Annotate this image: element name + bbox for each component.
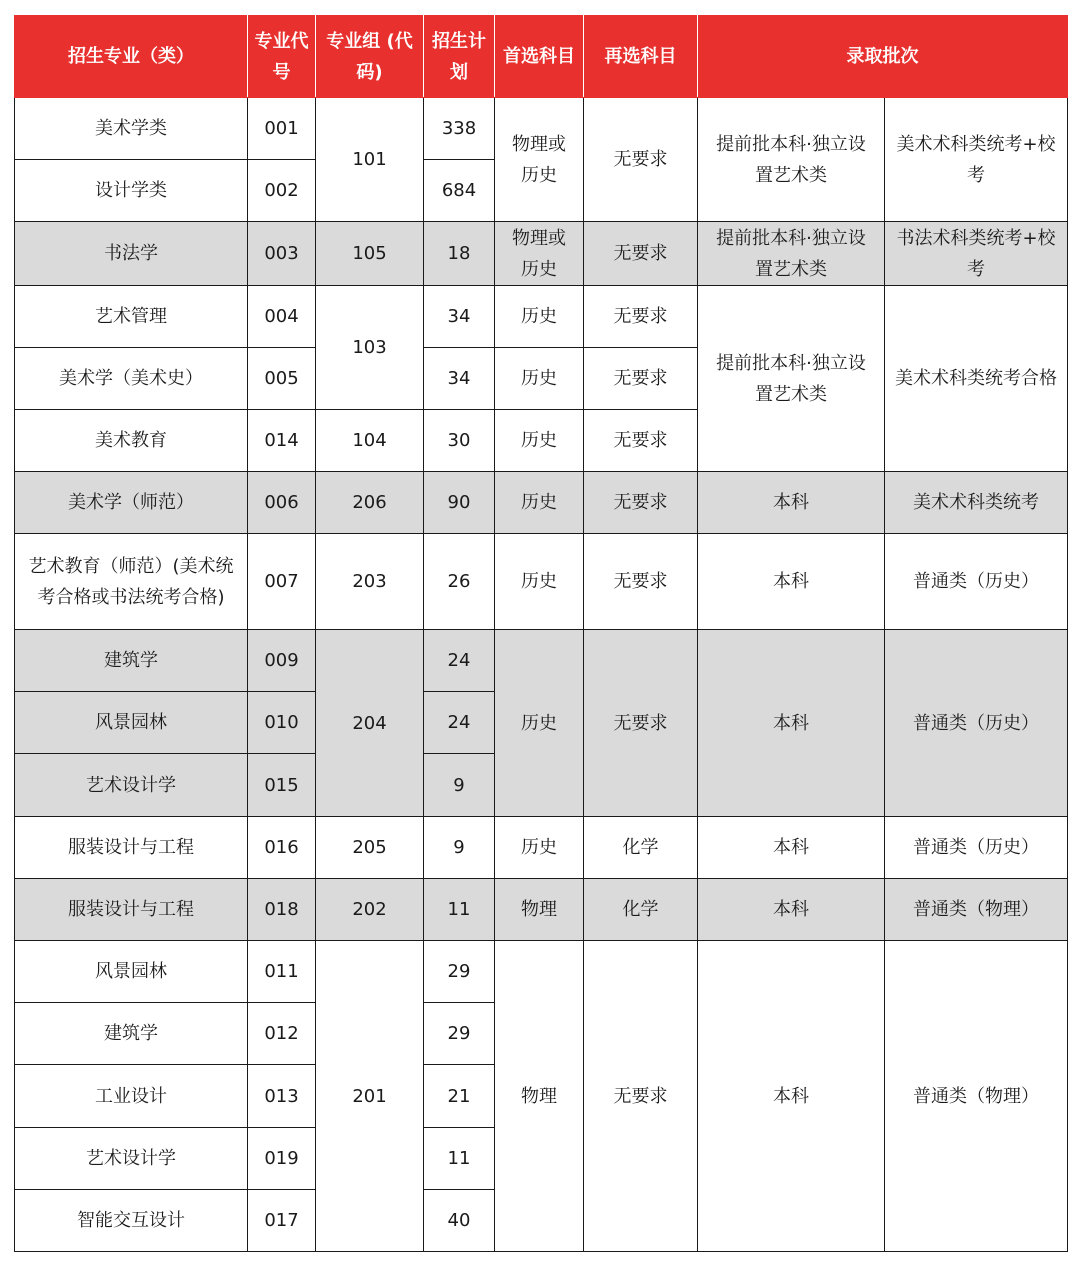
major-cell: 风景园林 <box>15 941 248 1003</box>
header-row <box>15 16 1068 98</box>
first-subject-cell: 物理 <box>495 941 584 1252</box>
batch-cell: 本科 <box>698 630 885 817</box>
plan-cell: 29 <box>424 941 495 1003</box>
second-subject-cell: 无要求 <box>584 98 698 222</box>
major-cell: 建筑学 <box>15 1003 248 1065</box>
table-row <box>15 222 1068 286</box>
second-subject-cell: 无要求 <box>584 941 698 1252</box>
plan-cell: 30 <box>424 410 495 472</box>
major-cell: 工业设计 <box>15 1065 248 1128</box>
plan-cell: 11 <box>424 879 495 941</box>
group-cell: 103 <box>316 286 424 410</box>
major-cell: 书法学 <box>15 222 248 286</box>
first-subject-cell: 物理或历史 <box>495 222 584 286</box>
table-row <box>15 472 1068 534</box>
table-row <box>15 879 1068 941</box>
plan-cell: 34 <box>424 348 495 410</box>
second-subject-cell: 无要求 <box>584 410 698 472</box>
plan-cell: 26 <box>424 534 495 630</box>
group-cell: 206 <box>316 472 424 534</box>
first-subject-cell: 物理或历史 <box>495 98 584 222</box>
major-cell: 艺术管理 <box>15 286 248 348</box>
code-cell: 010 <box>248 692 316 754</box>
group-cell: 101 <box>316 98 424 222</box>
group-cell: 204 <box>316 630 424 817</box>
batch-cell: 本科 <box>698 817 885 879</box>
batch-cell: 提前批本科·独立设置艺术类 <box>698 222 885 286</box>
major-cell: 风景园林 <box>15 692 248 754</box>
exam-cell: 美术术科类统考合格 <box>885 286 1068 472</box>
plan-cell: 24 <box>424 630 495 692</box>
plan-cell: 29 <box>424 1003 495 1065</box>
code-cell: 014 <box>248 410 316 472</box>
first-subject-cell: 历史 <box>495 286 584 348</box>
group-cell: 205 <box>316 817 424 879</box>
second-subject-cell: 无要求 <box>584 630 698 817</box>
second-subject-cell: 无要求 <box>584 534 698 630</box>
table-row <box>15 630 1068 692</box>
second-subject-cell: 无要求 <box>584 222 698 286</box>
code-cell: 018 <box>248 879 316 941</box>
second-subject-cell: 化学 <box>584 879 698 941</box>
code-cell: 002 <box>248 160 316 222</box>
first-subject-cell: 历史 <box>495 534 584 630</box>
exam-cell: 书法术科类统考+校考 <box>885 222 1068 286</box>
major-cell: 艺术设计学 <box>15 1128 248 1190</box>
first-subject-cell: 历史 <box>495 410 584 472</box>
first-subject-cell: 历史 <box>495 348 584 410</box>
first-subject-cell: 历史 <box>495 630 584 817</box>
second-subject-cell: 无要求 <box>584 348 698 410</box>
second-subject-cell: 无要求 <box>584 286 698 348</box>
header-second-subject: 再选科目 <box>584 16 698 98</box>
plan-cell: 11 <box>424 1128 495 1190</box>
exam-cell: 普通类（历史） <box>885 817 1068 879</box>
admission-table <box>14 15 1068 1252</box>
exam-cell: 普通类（历史） <box>885 534 1068 630</box>
batch-cell: 提前批本科·独立设置艺术类 <box>698 286 885 472</box>
group-cell: 105 <box>316 222 424 286</box>
header-code: 专业代号 <box>248 16 316 98</box>
major-cell: 美术学类 <box>15 98 248 160</box>
exam-cell: 普通类（物理） <box>885 941 1068 1252</box>
plan-cell: 34 <box>424 286 495 348</box>
header-first-subject: 首选科目 <box>495 16 584 98</box>
header-group: 专业组 (代码) <box>316 16 424 98</box>
major-cell: 设计学类 <box>15 160 248 222</box>
plan-cell: 338 <box>424 98 495 160</box>
group-cell: 104 <box>316 410 424 472</box>
header-major: 招生专业（类） <box>15 16 248 98</box>
code-cell: 007 <box>248 534 316 630</box>
exam-cell: 普通类（历史） <box>885 630 1068 817</box>
group-cell: 202 <box>316 879 424 941</box>
code-cell: 005 <box>248 348 316 410</box>
code-cell: 011 <box>248 941 316 1003</box>
second-subject-cell: 无要求 <box>584 472 698 534</box>
major-cell: 建筑学 <box>15 630 248 692</box>
code-cell: 016 <box>248 817 316 879</box>
plan-cell: 90 <box>424 472 495 534</box>
plan-cell: 40 <box>424 1190 495 1252</box>
table-row <box>15 941 1068 1003</box>
code-cell: 012 <box>248 1003 316 1065</box>
first-subject-cell: 历史 <box>495 472 584 534</box>
code-cell: 015 <box>248 754 316 817</box>
header-batch: 录取批次 <box>698 16 1068 98</box>
batch-cell: 本科 <box>698 879 885 941</box>
code-cell: 001 <box>248 98 316 160</box>
table-row <box>15 286 1068 348</box>
exam-cell: 美术术科类统考 <box>885 472 1068 534</box>
group-cell: 203 <box>316 534 424 630</box>
major-cell: 艺术教育（师范）(美术统考合格或书法统考合格) <box>15 534 248 630</box>
table-row <box>15 817 1068 879</box>
code-cell: 013 <box>248 1065 316 1128</box>
exam-cell: 美术术科类统考+校考 <box>885 98 1068 222</box>
plan-cell: 18 <box>424 222 495 286</box>
first-subject-cell: 物理 <box>495 879 584 941</box>
plan-cell: 9 <box>424 817 495 879</box>
code-cell: 019 <box>248 1128 316 1190</box>
batch-cell: 本科 <box>698 472 885 534</box>
code-cell: 006 <box>248 472 316 534</box>
group-cell: 201 <box>316 941 424 1252</box>
major-cell: 服装设计与工程 <box>15 879 248 941</box>
batch-cell: 本科 <box>698 941 885 1252</box>
header-plan: 招生计划 <box>424 16 495 98</box>
batch-cell: 提前批本科·独立设置艺术类 <box>698 98 885 222</box>
batch-cell: 本科 <box>698 534 885 630</box>
major-cell: 美术学（师范） <box>15 472 248 534</box>
major-cell: 艺术设计学 <box>15 754 248 817</box>
plan-cell: 21 <box>424 1065 495 1128</box>
code-cell: 003 <box>248 222 316 286</box>
major-cell: 智能交互设计 <box>15 1190 248 1252</box>
table-row <box>15 534 1068 630</box>
first-subject-cell: 历史 <box>495 817 584 879</box>
table-row <box>15 98 1068 160</box>
major-cell: 美术学（美术史） <box>15 348 248 410</box>
plan-cell: 9 <box>424 754 495 817</box>
plan-cell: 24 <box>424 692 495 754</box>
plan-cell: 684 <box>424 160 495 222</box>
major-cell: 服装设计与工程 <box>15 817 248 879</box>
code-cell: 017 <box>248 1190 316 1252</box>
code-cell: 004 <box>248 286 316 348</box>
major-cell: 美术教育 <box>15 410 248 472</box>
code-cell: 009 <box>248 630 316 692</box>
second-subject-cell: 化学 <box>584 817 698 879</box>
exam-cell: 普通类（物理） <box>885 879 1068 941</box>
